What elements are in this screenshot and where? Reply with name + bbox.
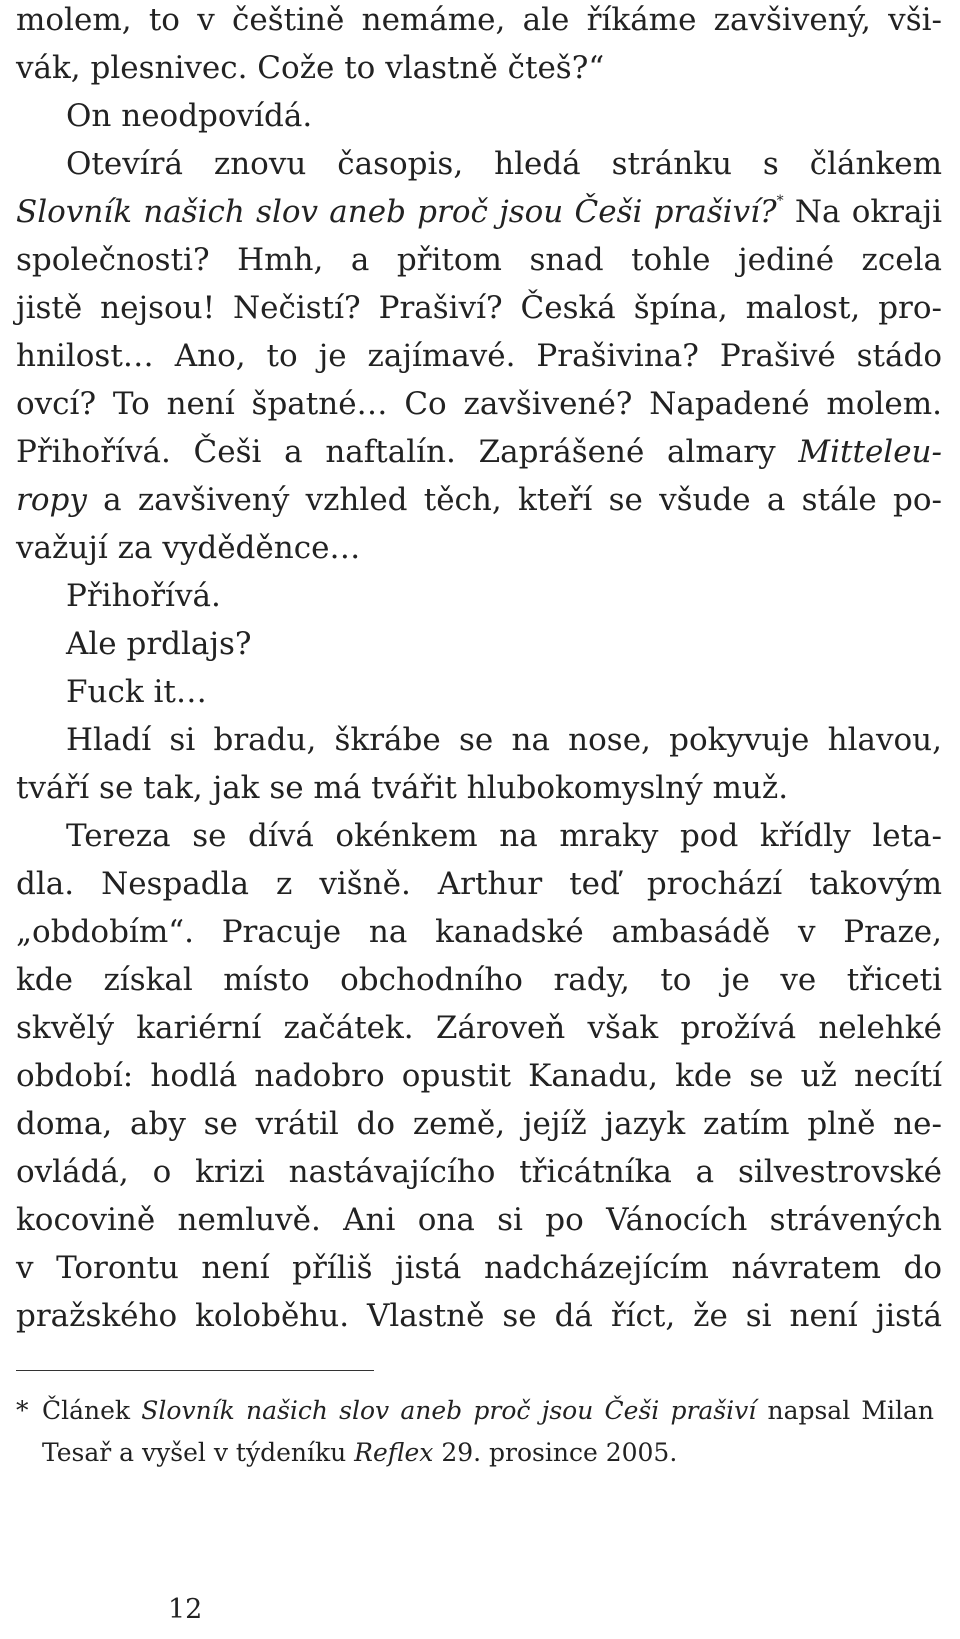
- text-line: společnosti? Hmh, a přitom snad tohle jediné zcela: [16, 242, 942, 278]
- text-line-with-title: [16, 186, 942, 238]
- text-line-with-italic: [16, 474, 942, 526]
- footnote-text: 29. prosince 2005.: [441, 1438, 678, 1467]
- footnote-line: [42, 1432, 934, 1474]
- text-line: Přihořívá.: [66, 578, 221, 614]
- text-line: Fuck it…: [66, 674, 207, 710]
- footnote-body: [42, 1390, 934, 1474]
- page-number: 12: [168, 1594, 203, 1625]
- footnote-text: napsal Milan: [767, 1396, 935, 1425]
- text-line: jistě nejsou! Nečistí? Prašiví? Česká špína, malost, pro-: [16, 290, 942, 326]
- italic-word: ropy: [16, 482, 87, 518]
- text-line: skvělý kariérní začátek. Zároveň však prožívá nelehké: [16, 1010, 942, 1046]
- text-fragment: Přihořívá. Češi a naftalín. Zaprášené almary: [16, 434, 776, 470]
- text-line: kocovině nemluvě. Ani ona si po Vánocích strávených: [16, 1202, 942, 1238]
- text-line: období: hodlá nadobro opustit Kanadu, kde se už necítí: [16, 1058, 942, 1094]
- text-line: važují za vyděděnce…: [16, 530, 361, 566]
- text-fragment: Na okraji: [794, 194, 942, 230]
- footnote-prefix: Článek: [42, 1396, 131, 1425]
- text-line: Tereza se dívá okénkem na mraky pod křídly leta-: [66, 818, 942, 854]
- text-line: „obdobím“. Pracuje na kanadské ambasádě v Praze,: [16, 914, 942, 950]
- footnote-line: [42, 1390, 934, 1432]
- text-line: hnilost… Ano, to je zajímavé. Prašivina? Prašivé stádo: [16, 338, 942, 374]
- text-line: ovládá, o krizi nastávajícího třicátníka a silvestrovské: [16, 1154, 942, 1190]
- text-line: tváří se tak, jak se má tvářit hlubokomyslný muž.: [16, 770, 789, 806]
- text-line: dla. Nespadla z višně. Arthur teď prochází takovým: [16, 866, 942, 902]
- text-line: Hladí si bradu, škrábe se na nose, pokyvuje hlavou,: [66, 722, 942, 758]
- footnote-reference: *: [776, 193, 784, 209]
- text-line: ovcí? To není špatné… Co zavšivené? Napadené molem.: [16, 386, 942, 422]
- text-line: pražského koloběhu. Vlastně se dá říct, že si není jistá: [16, 1298, 942, 1334]
- text-line: v Torontu není příliš jistá nadcházejícím návratem do: [16, 1250, 942, 1286]
- text-line: On neodpovídá.: [66, 98, 313, 134]
- footnote-magazine: Reflex: [354, 1438, 434, 1467]
- footnote-divider: [16, 1370, 374, 1371]
- text-line-with-italic: [16, 426, 942, 478]
- text-line: kde získal místo obchodního rady, to je ve třiceti: [16, 962, 942, 998]
- italic-word: Mitteleu-: [798, 434, 942, 470]
- text-line: molem, to v češtině nemáme, ale říkáme zavšivený, vši-: [16, 2, 942, 38]
- footnote-marker: *: [16, 1396, 29, 1425]
- text-line: Ale prdlajs?: [66, 626, 252, 662]
- footnote-article-title: Slovník našich slov aneb proč jsou Češi prašiví: [141, 1396, 757, 1425]
- text-line: Otevírá znovu časopis, hledá stránku s článkem: [66, 146, 942, 182]
- text-fragment: a zavšivený vzhled těch, kteří se všude a stále po-: [103, 482, 942, 518]
- footnote-text: Tesař a vyšel v týdeníku: [42, 1438, 347, 1467]
- article-title: Slovník našich slov aneb proč jsou Češi prašiví?: [16, 194, 777, 230]
- text-line: vák, plesnivec. Cože to vlastně čteš?“: [16, 50, 605, 86]
- text-line: doma, aby se vrátil do země, jejíž jazyk zatím plně ne-: [16, 1106, 942, 1142]
